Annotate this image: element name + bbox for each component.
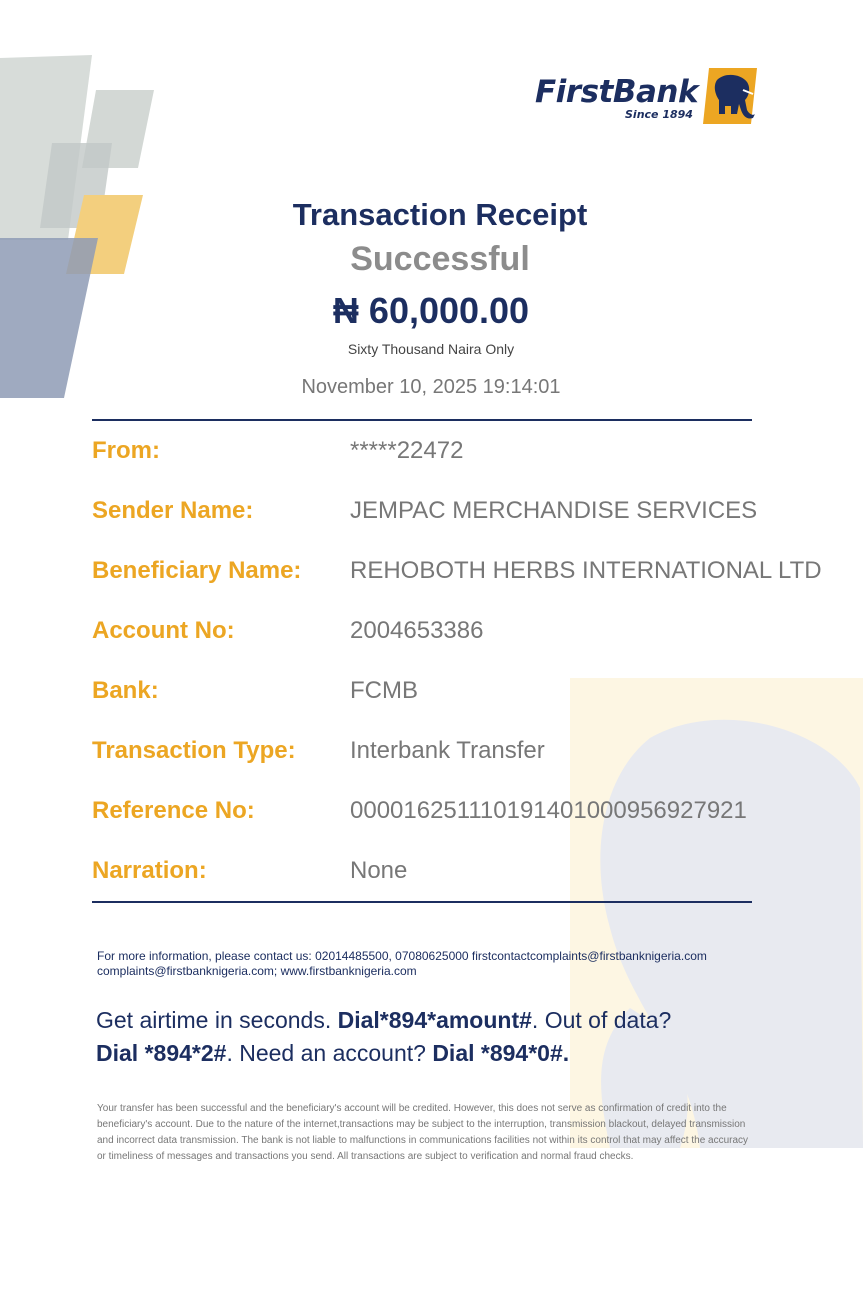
detail-row-beneficiary-name — [92, 557, 852, 597]
promo-line-2 — [96, 1037, 796, 1070]
transaction-datetime: November 10, 2025 19:14:01 — [301, 376, 561, 398]
contact-info — [97, 949, 777, 979]
divider-bottom — [92, 901, 752, 903]
contact-line: complaints@firstbanknigeria.com; www.firstbanknigeria.com — [97, 964, 417, 978]
detail-value: JEMPAC MERCHANDISE SERVICES — [350, 497, 758, 524]
contact-line: For more information, please contact us: 02014485500, 07080625000 firstcontactcomplaints@firstbanknigeria.com — [97, 949, 707, 963]
detail-value: None — [350, 857, 408, 884]
amount-in-words: Sixty Thousand Naira Only — [347, 341, 515, 357]
firstbank-logo — [535, 66, 760, 128]
disclaimer: Your transfer has been successful and the beneficiary's account will be credited. However, this does not serve as confirmation of credit into the beneficiary's account. Due to the nature of the internet,transactions may be subject to the interruption, transmission blackout, delayed transmission and incorrect data transmission. The bank is not liable to malfunctions in communications facilities not within its control that may affect the accuracy or timeliness of messages and transactions you send. All transactions are subject to verification and normal fraud checks. — [97, 1103, 749, 1162]
detail-label: Sender Name: — [92, 497, 254, 524]
ussd-promo — [96, 1004, 796, 1070]
logo-since-text: Since 1894 — [625, 108, 693, 121]
detail-row-account-no — [92, 617, 852, 657]
detail-value: REHOBOTH HERBS INTERNATIONAL LTD — [350, 557, 822, 584]
transaction-amount: ₦ 60,000.00 — [332, 290, 530, 331]
promo-code: Dial*894*amount# — [337, 1007, 532, 1033]
detail-row-narration — [92, 857, 852, 897]
detail-label: Reference No: — [92, 797, 255, 824]
promo-line-1 — [96, 1004, 796, 1037]
detail-row-from — [92, 437, 852, 477]
detail-value: *****22472 — [350, 437, 464, 464]
detail-label: Account No: — [92, 617, 235, 644]
detail-value: Interbank Transfer — [350, 737, 545, 764]
promo-code: Dial *894*0#. — [432, 1040, 570, 1066]
detail-row-bank — [92, 677, 852, 717]
detail-label: Narration: — [92, 857, 207, 884]
receipt-title: Transaction Receipt — [292, 197, 588, 232]
detail-row-sender-name — [92, 497, 852, 537]
elephant-logo-icon — [703, 66, 757, 124]
detail-row-reference-no — [92, 797, 852, 837]
promo-text: . Out of data? — [531, 1007, 672, 1033]
promo-text: Get airtime in seconds. — [96, 1007, 338, 1033]
transaction-status: Successful — [350, 240, 530, 278]
promo-text: . Need an account? — [226, 1040, 433, 1066]
logo-brand-text: FirstBank — [535, 74, 699, 110]
detail-label: Bank: — [92, 677, 159, 704]
detail-label: From: — [92, 437, 160, 464]
detail-value: FCMB — [350, 677, 418, 704]
divider-top — [92, 419, 752, 421]
detail-value: 2004653386 — [350, 617, 484, 644]
promo-code: Dial *894*2# — [96, 1040, 227, 1066]
detail-row-transaction-type — [92, 737, 852, 777]
detail-value: 000016251110191401000956927921 — [350, 797, 747, 824]
detail-label: Beneficiary Name: — [92, 557, 302, 584]
detail-label: Transaction Type: — [92, 737, 296, 764]
